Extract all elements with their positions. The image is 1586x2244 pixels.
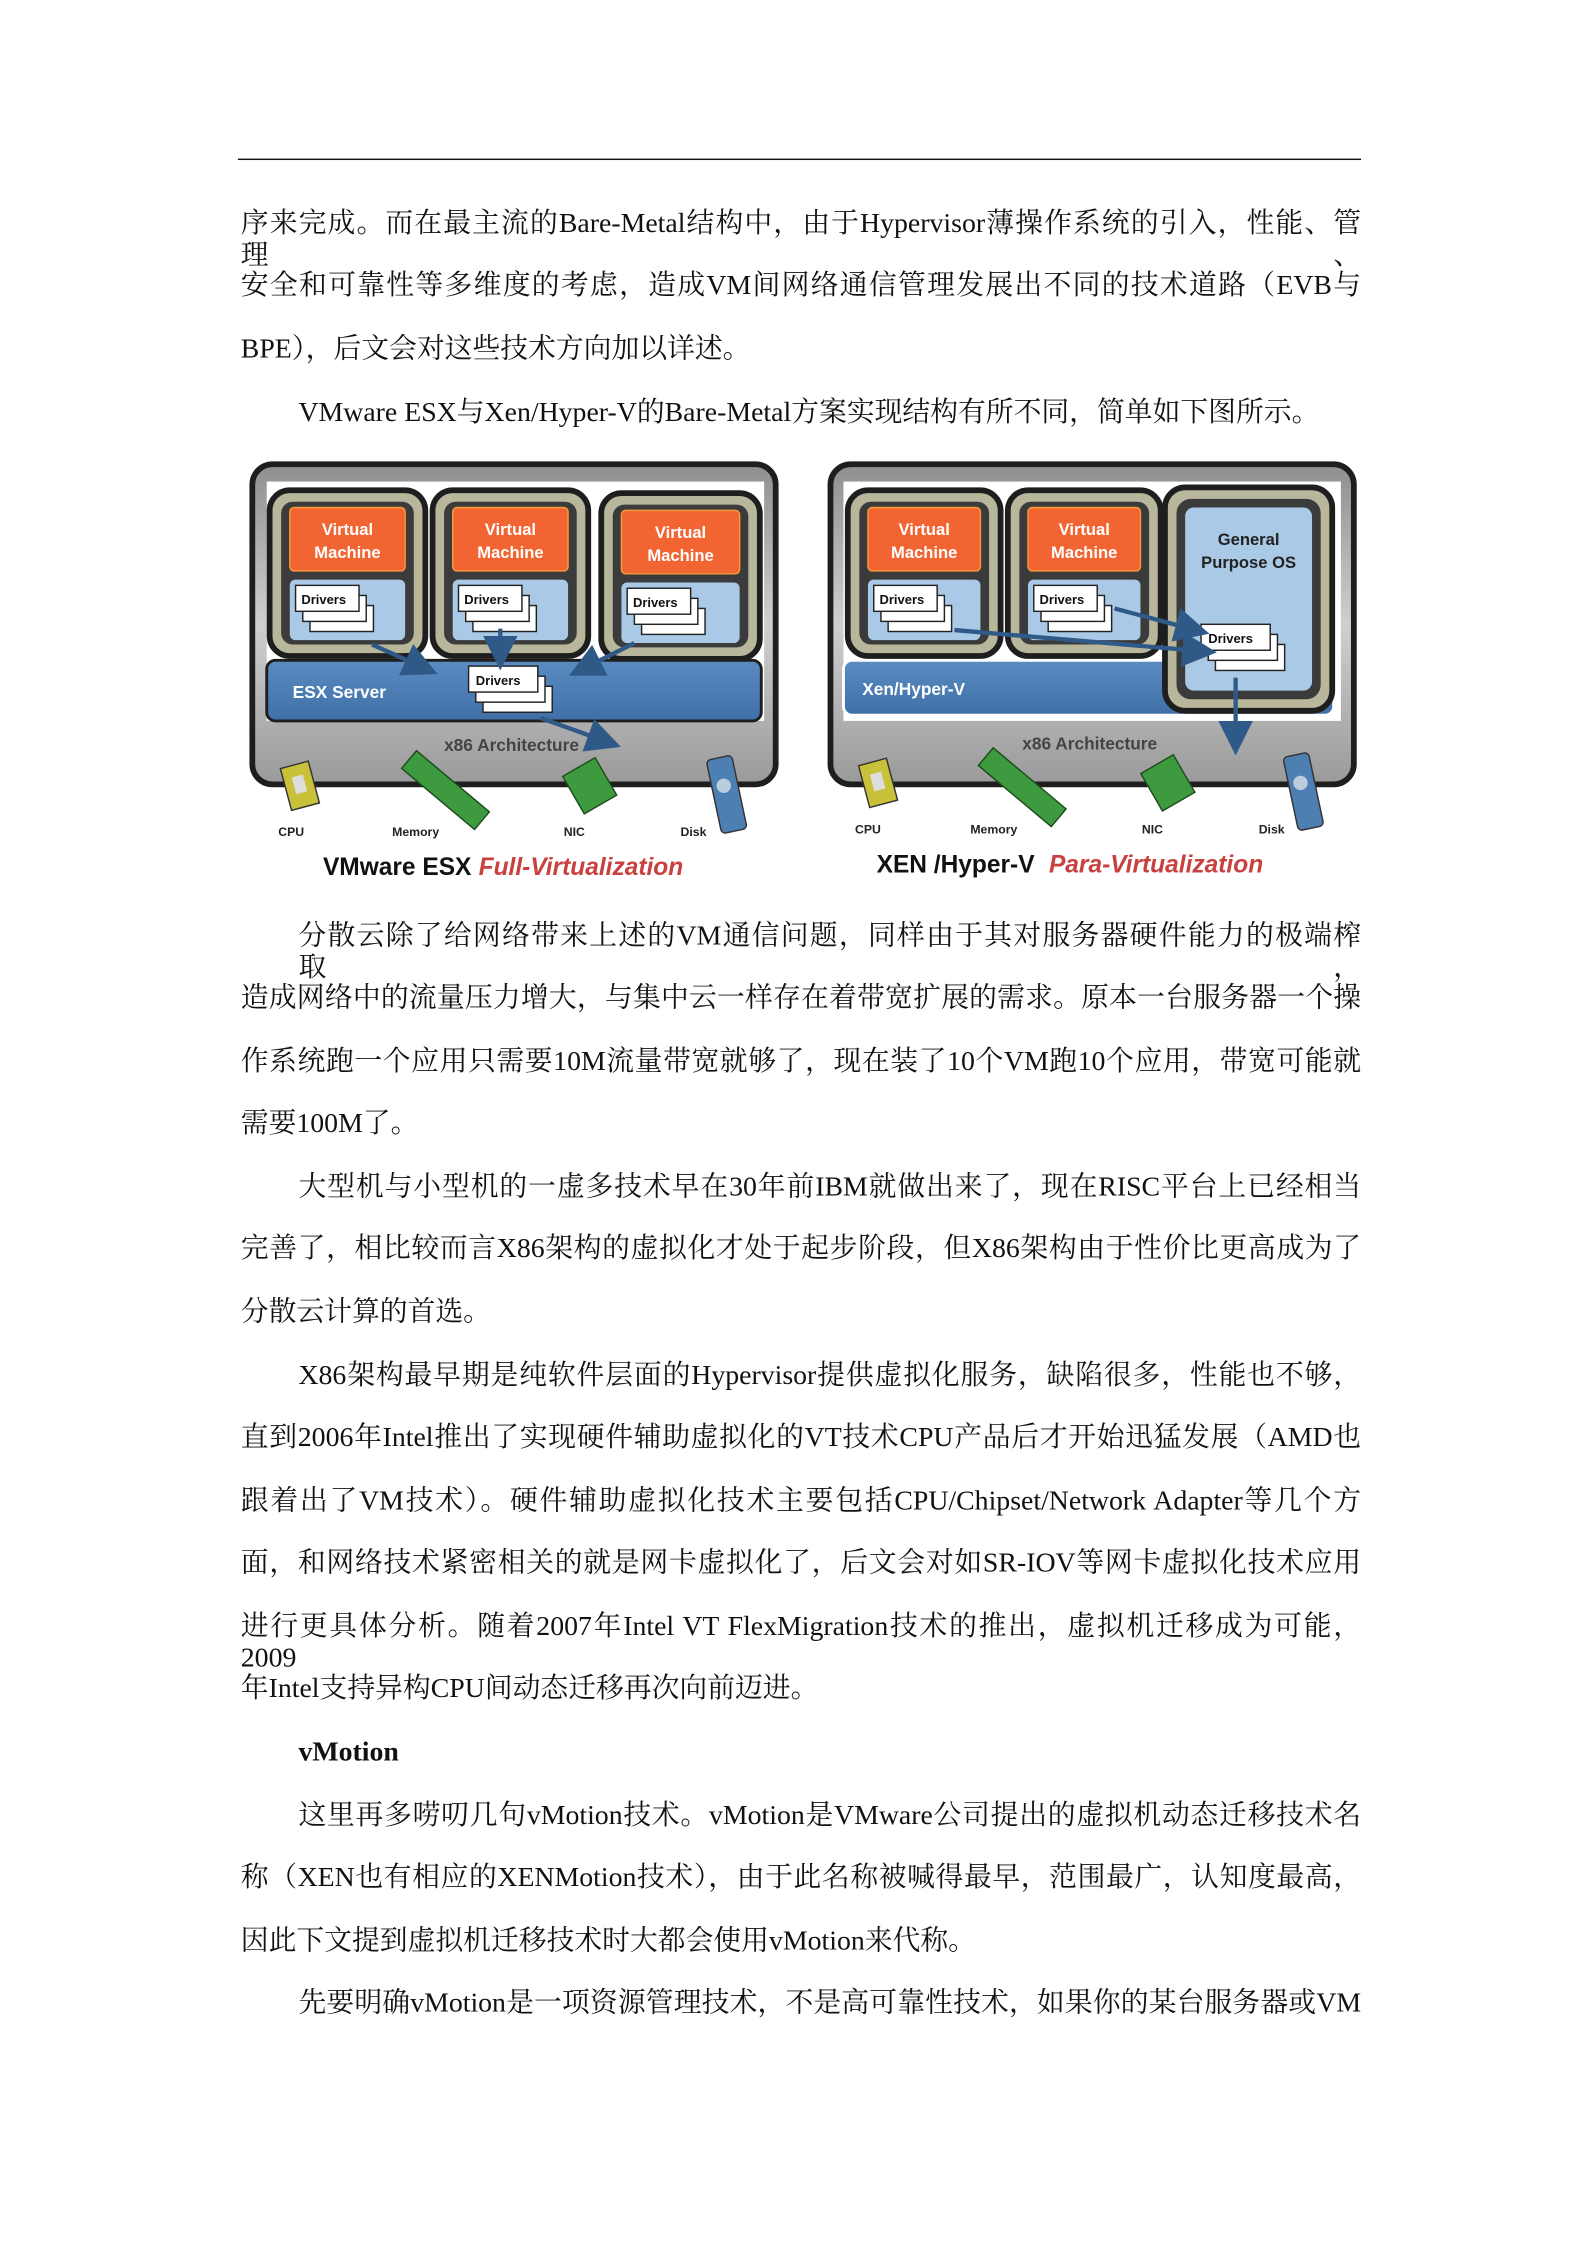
paragraph-line: 年Intel支持异构CPU间动态迁移再次向前迈进。	[240, 1673, 819, 1705]
paragraph-line: 先要明确vMotion是一项资源管理技术，不是高可靠性技术，如果你的某台服务器或VM	[298, 1988, 1362, 2019]
hw-label: Memory	[970, 822, 1018, 837]
hw-label: Disk	[1258, 822, 1285, 837]
paragraph-line: VMware ESX与Xen/Hyper-V的Bare-Metal方案实现结构有所不同，简单如下图所示。	[298, 397, 1320, 429]
virtual-machine	[601, 493, 760, 659]
svg-text:Drivers: Drivers	[301, 592, 347, 608]
svg-text:Machine: Machine	[647, 545, 714, 565]
paragraph-line: 跟着出了VM技术）。硬件辅助虚拟化技术主要包括CPU/Chipset/Network Adapter等几个方	[240, 1486, 1362, 1517]
svg-text:Machine: Machine	[891, 542, 958, 562]
svg-text:Drivers: Drivers	[879, 592, 925, 608]
hw-label: Memory	[392, 825, 440, 840]
section-heading: vMotion	[298, 1737, 399, 1768]
hw-label: Disk	[680, 825, 707, 840]
xen-hyperv-diagram	[830, 464, 1353, 878]
caption-right: XEN /Hyper-V Para-Virtualization	[876, 851, 1264, 879]
paragraph-line: 安全和可靠性等多维度的考虑，造成VM间网络通信管理发展出不同的技术道路（EVB与	[240, 271, 1362, 302]
arch-label: x86 Architecture	[444, 735, 579, 756]
svg-text:Drivers: Drivers	[475, 672, 521, 688]
virtual-machine	[270, 490, 426, 656]
paragraph-line: 进行更具体分析。随着2007年Intel VT FlexMigration技术的推出，虚拟机迁移成为可能，2009	[240, 1611, 1362, 1674]
svg-text:Virtual: Virtual	[654, 522, 707, 542]
paragraph-line: BPE），后文会对这些技术方向加以详述。	[240, 334, 751, 365]
svg-text:Machine: Machine	[477, 542, 544, 562]
virtual-machine	[433, 490, 589, 656]
arch-label: x86 Architecture	[1022, 733, 1158, 754]
paragraph-line: 这里再多唠叨几句vMotion技术。vMotion是VMware公司提出的虚拟机动态迁移技术名	[298, 1800, 1362, 1832]
hw-label: CPU	[278, 825, 305, 840]
svg-text:Virtual: Virtual	[484, 519, 537, 539]
general-purpose-os	[1165, 487, 1332, 710]
svg-text:Virtual: Virtual	[898, 519, 950, 539]
paragraph-line: 面，和网络技术紧密相关的就是网卡虚拟化了，后文会对如SR-IOV等网卡虚拟化技术应用	[240, 1548, 1362, 1579]
svg-text:Drivers: Drivers	[1039, 592, 1085, 608]
paragraph-line: 因此下文提到虚拟机迁移技术时大都会使用vMotion来代称。	[240, 1926, 976, 1957]
hw-label: NIC	[563, 825, 585, 840]
hypervisor-label: ESX Server	[292, 681, 386, 702]
paragraph-line: 造成网络中的流量压力增大，与集中云一样存在着带宽扩展的需求。原本一台服务器一个操	[240, 983, 1362, 1014]
svg-text:Purpose OS: Purpose OS	[1201, 553, 1297, 573]
paragraph-line: 直到2006年Intel推出了实现硬件辅助虚拟化的VT技术CPU产品后才开始迅猛发展（AMD也	[240, 1423, 1362, 1454]
svg-text:Drivers: Drivers	[464, 592, 509, 608]
paragraph-line: 作系统跑一个应用只需要10M流量带宽就够了，现在装了10个VM跑10个应用，带宽可能就	[240, 1046, 1362, 1078]
vmware-esx-diagram	[252, 464, 775, 881]
paragraph-line: 大型机与小型机的一虚多技术早在30年前IBM就做出来了，现在RISC平台上已经相当	[298, 1172, 1362, 1203]
svg-text:Virtual: Virtual	[321, 519, 374, 539]
svg-text:Machine: Machine	[1051, 542, 1118, 562]
virtual-machine	[1008, 490, 1161, 656]
svg-text:Drivers: Drivers	[632, 594, 678, 610]
paragraph-line: 需要100M了。	[240, 1108, 419, 1140]
paragraph-line: 称（XEN也有相应的XENMotion技术），由于此名称被喊得最早，范围最广，认知度最高，	[240, 1862, 1362, 1894]
hw-label: NIC	[1141, 822, 1164, 837]
svg-text:General: General	[1217, 530, 1280, 550]
paragraph-line: 序来完成。而在最主流的Bare-Metal结构中，由于Hypervisor薄操作系统的引入，性能、管理、	[240, 209, 1362, 272]
paragraph-line: 分散云除了给网络带来上述的VM通信问题，同样由于其对服务器硬件能力的极端榨取，	[298, 921, 1362, 984]
svg-text:Machine: Machine	[314, 542, 381, 562]
svg-text:Drivers: Drivers	[1208, 631, 1253, 647]
caption-left: VMware ESX Full-Virtualization	[322, 854, 684, 882]
svg-text:Virtual: Virtual	[1058, 519, 1110, 539]
virtualization-diagram	[0, 0, 1586, 923]
hypervisor-label: Xen/Hyper-V	[862, 678, 966, 699]
paragraph-line: 完善了，相比较而言X86架构的虚拟化才处于起步阶段，但X86架构由于性价比更高成为了	[240, 1234, 1362, 1265]
paragraph-line: X86架构最早期是纯软件层面的Hypervisor提供虚拟化服务，缺陷很多，性能也不够，	[298, 1361, 1362, 1392]
hw-label: CPU	[854, 822, 881, 837]
paragraph-line: 分散云计算的首选。	[240, 1297, 491, 1328]
